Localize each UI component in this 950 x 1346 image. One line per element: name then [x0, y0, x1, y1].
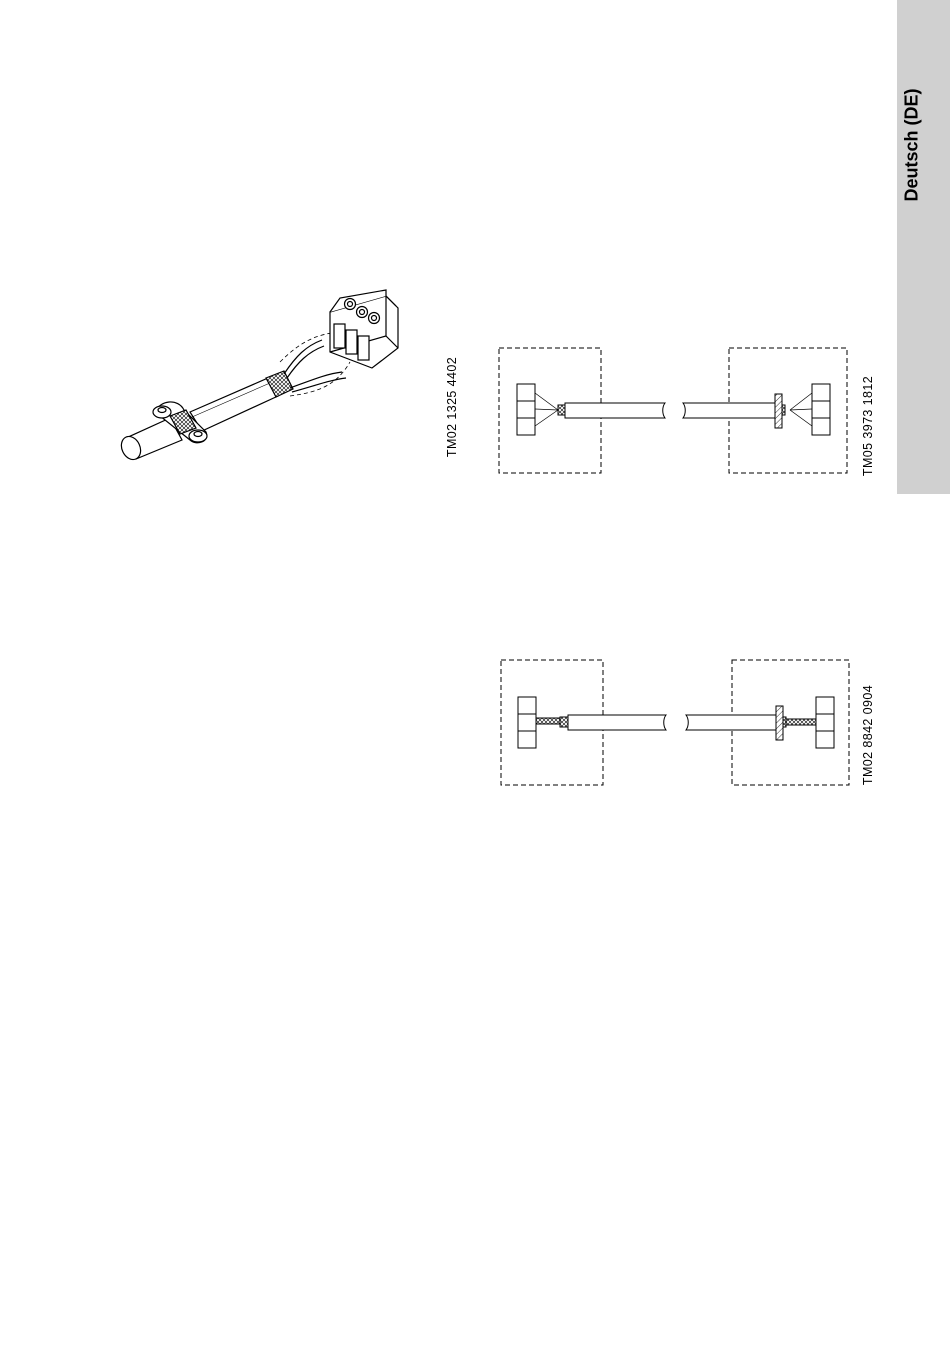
clamp-2 [776, 706, 783, 740]
figure-code-wiring-1: TM05 3973 1812 [861, 375, 875, 477]
language-side-tab-label: Deutsch (DE) [901, 88, 922, 202]
shield-lead-right [786, 719, 816, 725]
wiring-diagram-1 [499, 348, 847, 473]
cable-1 [565, 403, 777, 418]
terminal-left [517, 384, 535, 435]
figure-code-cable: TM02 1325 4402 [445, 356, 459, 458]
terminal-right [816, 697, 834, 748]
terminal-left [518, 697, 536, 748]
figure-code-wiring-2: TM02 8842 0904 [861, 684, 875, 786]
clamp-1 [775, 394, 782, 428]
wires-right [790, 393, 812, 426]
terminal-right [812, 384, 830, 435]
wiring-diagram-2 [501, 660, 849, 785]
shield-lead-left [536, 718, 560, 724]
cable-terminal-illustration [118, 290, 398, 463]
terminal-block [330, 290, 398, 368]
cable-sheath [190, 378, 278, 431]
cable-2 [568, 715, 778, 730]
wires-left [535, 393, 558, 426]
